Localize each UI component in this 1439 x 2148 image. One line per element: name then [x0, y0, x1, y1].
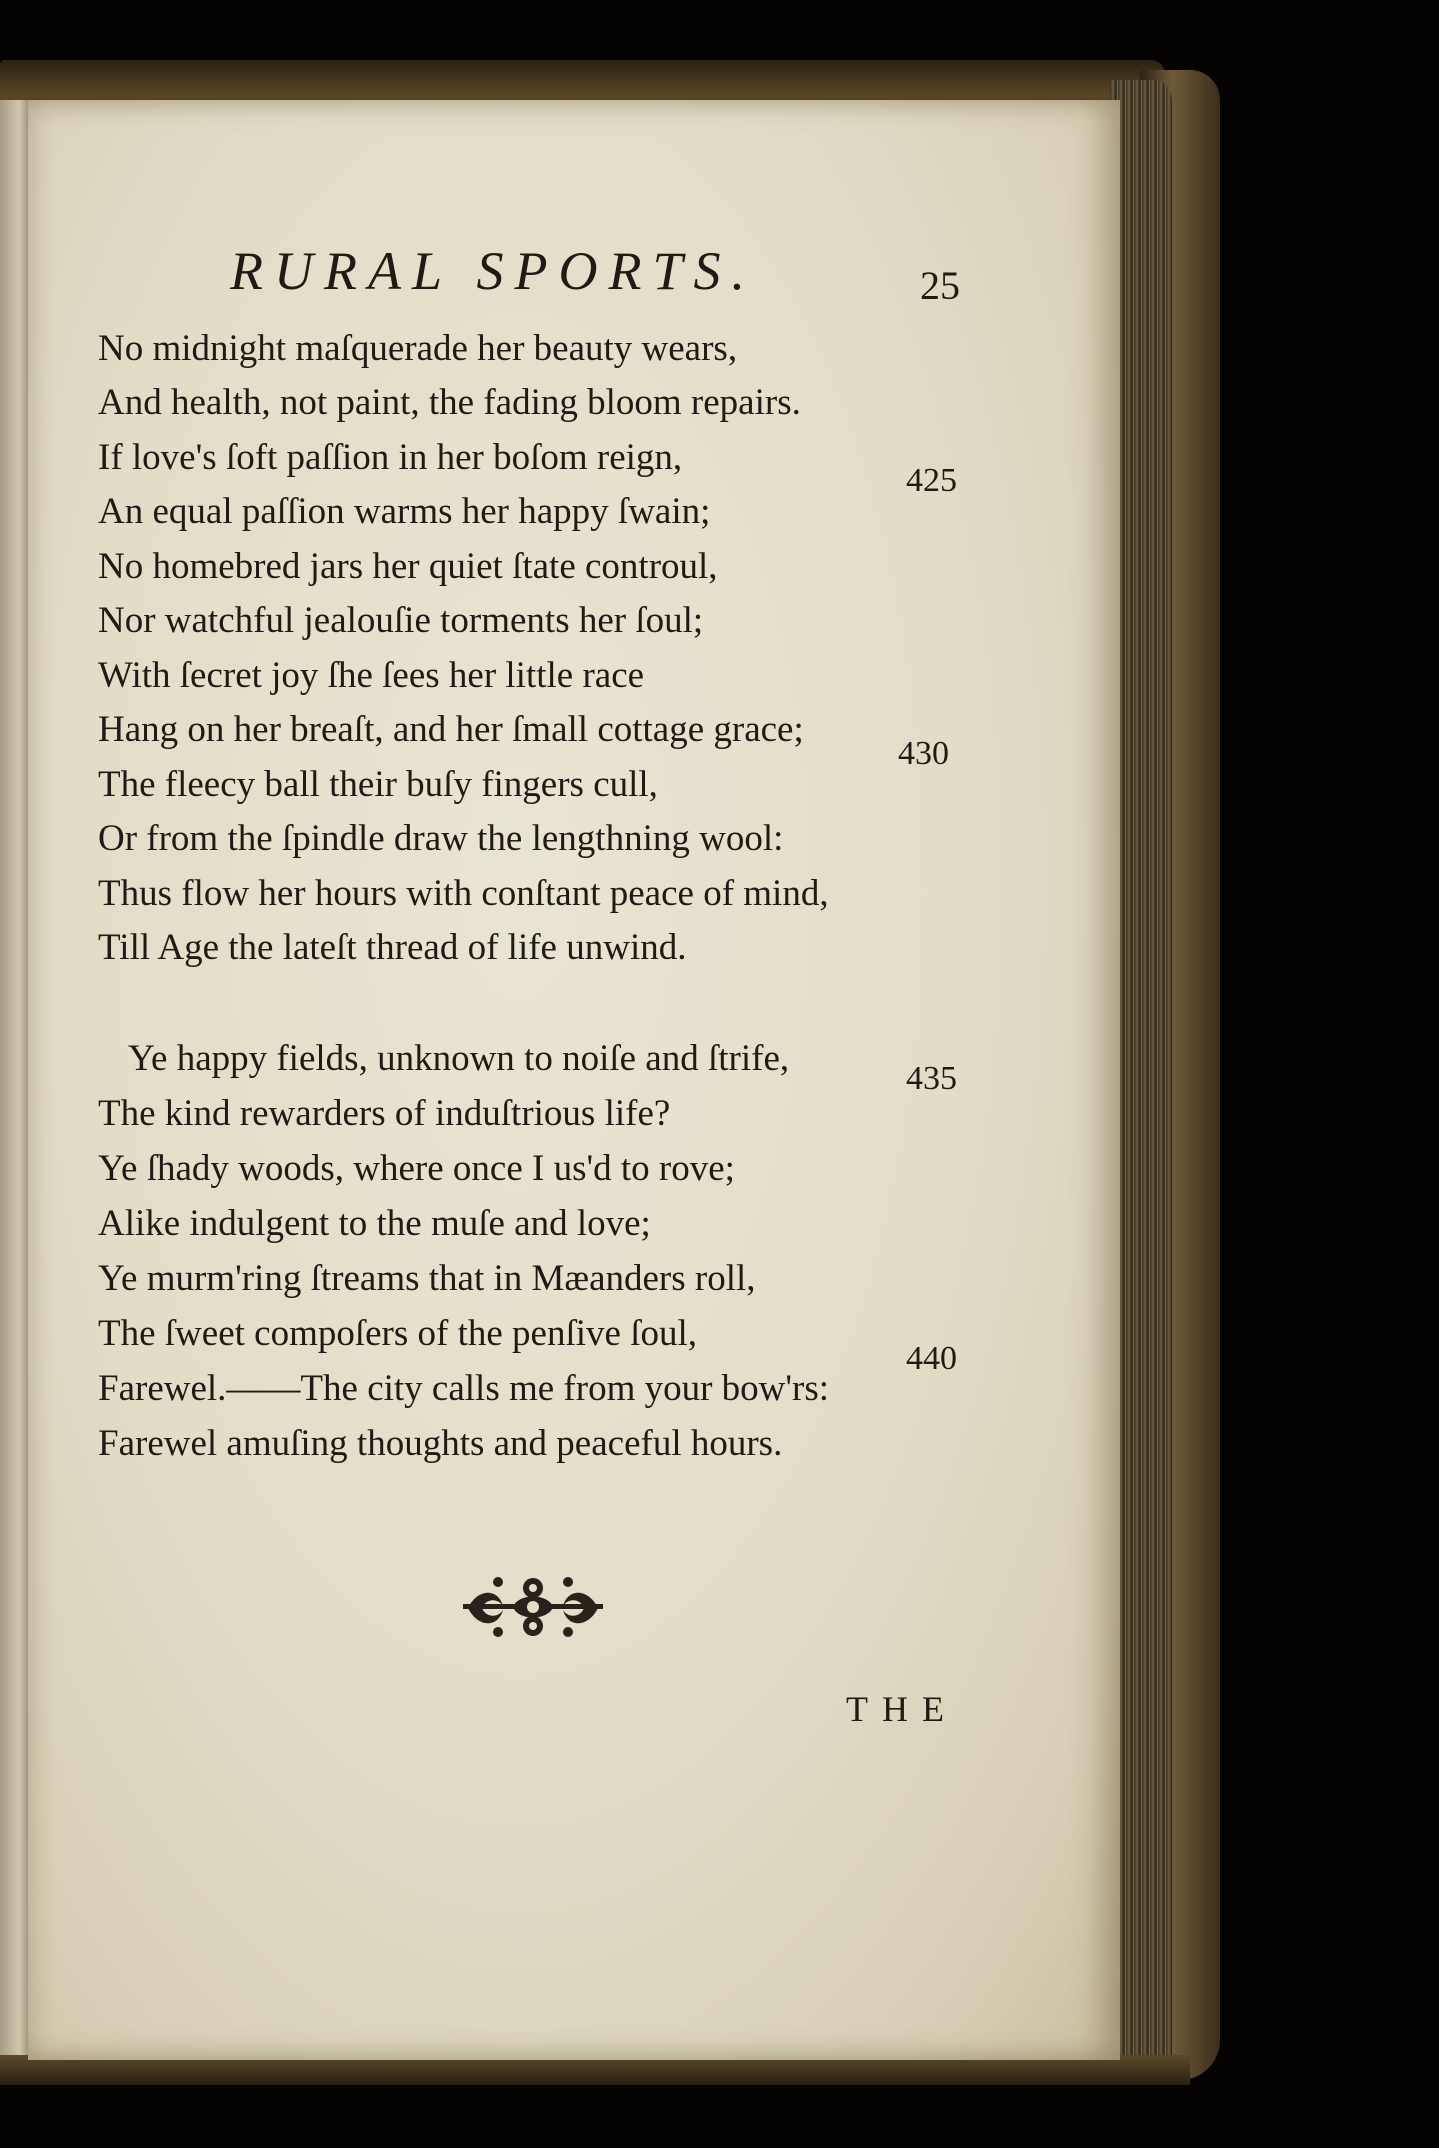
verse-line: No midnight maſquerade her beauty wears,: [98, 328, 738, 369]
verse-line: Farewel.——The city calls me from your bow'rs:: [98, 1368, 830, 1409]
verse-line: With ſecret joy ſhe ſees her little race: [98, 655, 645, 696]
catchword: THE: [846, 1689, 958, 1729]
verse-line: Till Age the lateſt thread of life unwind.: [98, 927, 687, 968]
line-number: 430: [898, 735, 949, 772]
book-page: [28, 100, 1120, 2060]
verse-line: Ye murm'ring ſtreams that in Mæanders roll,: [98, 1258, 756, 1299]
verse-line: Farewel amuſing thoughts and peaceful hours.: [98, 1423, 783, 1464]
verse-line: Or from the ſpindle draw the lengthning wool:: [98, 818, 784, 859]
verse-line: The kind rewarders of induſtrious life?: [98, 1093, 671, 1134]
verse-line: Ye ſhady woods, where once I us'd to rove;: [98, 1148, 735, 1189]
line-number: 435: [906, 1060, 957, 1097]
floral-ornament-icon: [458, 1568, 608, 1646]
line-number: 425: [906, 462, 957, 499]
verse-line: Alike indulgent to the muſe and love;: [98, 1203, 651, 1244]
verse-line: An equal paſſion warms her happy ſwain;: [98, 491, 711, 532]
verse-line: No homebred jars her quiet ſtate controul,: [98, 546, 718, 587]
verse-line: The ſweet compoſers of the penſive ſoul,: [98, 1313, 698, 1354]
line-number: 440: [906, 1340, 957, 1377]
page-number: 25: [920, 263, 960, 308]
verse-line: If love's ſoft paſſion in her boſom reign,: [98, 437, 683, 478]
verse-line: Ye happy fields, unknown to noiſe and ſtrife,: [128, 1038, 790, 1079]
verse-line: The fleecy ball their buſy fingers cull,: [98, 764, 658, 805]
verse-line: Hang on her breaſt, and her ſmall cottage grace;: [98, 709, 804, 750]
verse-line: Nor watchful jealouſie torments her ſoul;: [98, 600, 704, 641]
verse-line: Thus flow her hours with conſtant peace of mind,: [98, 873, 829, 914]
verse-line: And health, not paint, the fading bloom repairs.: [98, 382, 801, 423]
running-title: RURAL SPORTS.: [230, 241, 757, 301]
